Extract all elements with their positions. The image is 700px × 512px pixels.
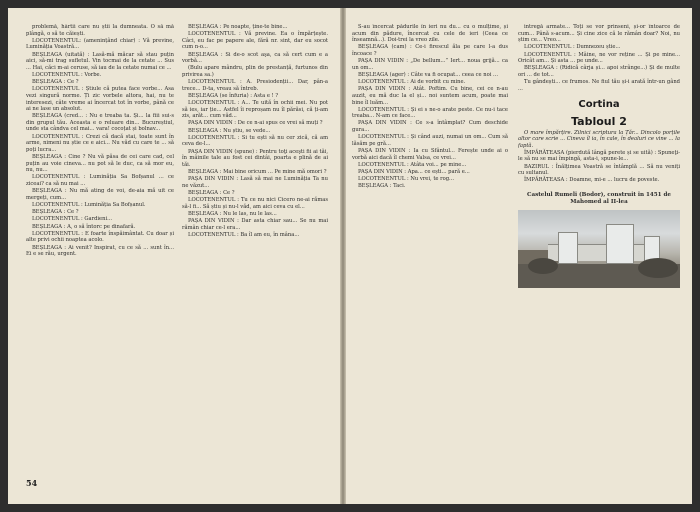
right-page-column-1 xyxy=(352,24,508,484)
stage-direction: O mare împărțire. Zilnici scriptura la Țăr... Dincolo porțile altor care scrie ... Cineva îl ia, în cale, în dealuri ce vine ... la faptă. xyxy=(518,129,680,149)
dialogue-paragraph: BEȘLEAGA : Pe noapte, ține-te bine... xyxy=(188,24,288,30)
dialogue-paragraph: Tu gândești... ce frumos. Ne fiul tău și-i arată într-un gând ... xyxy=(518,79,680,92)
dialogue-paragraph: LOCOTENENTUL : Atâta voi... pe mine... xyxy=(358,161,467,168)
dialogue-paragraph: LOCOTENENTUL : Nu vrei, te rog... xyxy=(358,176,454,183)
dialogue-paragraph: BEȘLEAGA (se înfuria) : Asta e ! ? xyxy=(188,92,279,99)
dialogue-paragraph: LOCOTENENTUL : Dumnezeu știe... xyxy=(524,44,621,51)
dialogue-paragraph: BEȘLEAGA : Ce ? xyxy=(188,189,235,196)
dialogue-paragraph: BEȘLEAGA : Ai venit? Inspirat, cu ce să ... sunt în... Ei e se rău, urgent. xyxy=(26,244,174,258)
dialogue-paragraph: LOCOTENENTUL : Crezi că dacă stai, toate sunt în arme, nimeni nu știe ce e aici... Nu văd cu care te ... să poți lucra... xyxy=(26,133,174,153)
scene-heading: Tabloul 2 xyxy=(571,114,627,128)
dialogue-paragraph: BEȘLEAGA (ager) : Câte va fi ocupat... ceea ce noi ... xyxy=(358,71,498,78)
dialogue-paragraph: PAȘA DIN VIDIN : Apa... ce ești... pară e... xyxy=(358,169,470,175)
right-page xyxy=(346,8,692,504)
dialogue-paragraph: LOCOTENENTUL : Și ei s ne-o arate peste. Ce nu-i tace treaba... N-am ce face... xyxy=(352,106,508,120)
dialogue-paragraph: LOCOTENENTUL : A. Presiodenții... Dar, pân-a trece... D-ta, vreau să întreb. xyxy=(182,79,328,92)
dialogue-paragraph: LOCOTENENTUL : Ai de vorbit cu mine. xyxy=(358,79,466,86)
dialogue-paragraph: PAȘA DIN VIDIN : Dar asta chiar sau... Se nu mai rămân chiar ce-l era... xyxy=(182,218,328,231)
dialogue-paragraph: BEȘLEAGA (cam) : Ce-i firescul ăla pe care l-a dus încoace ? xyxy=(352,44,508,57)
dialogue-paragraph: BEȘLEAGA : (Ridică cârja și... apoi strânge...) Și de multe ori ... de tot... xyxy=(518,65,680,78)
dialogue-paragraph: BAZIRUL : Înălțimea Voastră se întâmplă ... Să nu veniți cu sultanul. xyxy=(518,163,680,177)
dialogue-paragraph: BEȘLEAGA : Nu știu, se vede... xyxy=(188,127,271,134)
dialogue-paragraph: BEȘLEAGA : Mai bine oricum ... Pe mine mă omori ? xyxy=(188,169,327,175)
dialogue-paragraph: ÎMPĂRĂTEASA (pierdută lângă perete și se uită) : Spuneţi-le să nu se mai împingă, asta-i, spune-le... xyxy=(518,149,680,163)
dialogue-paragraph: LOCOTENENTUL : Ba îl am eu, în mâna... xyxy=(188,231,300,238)
dialogue-paragraph: intregă armate... Toți se vor prinseni, și-or întoarce de cum... Până s-acum... Și cine zice că le rămân doar? Noi, nu știm ce... Vreo... xyxy=(518,24,680,44)
dialogue-paragraph: BEȘLEAGA : Nu le las, nu le las... xyxy=(188,210,277,217)
dialogue-paragraph: LOCOTENENTUL : E foarte înspăimântat. Cu doar și alte privi ochii noaptea acolo. xyxy=(26,230,174,244)
dialogue-paragraph: BEȘLEAGA : Ce ? xyxy=(32,209,79,216)
dialogue-paragraph: LOCOTENENTUL : Luminăția Sa Bofșanul. xyxy=(32,201,146,208)
dialogue-paragraph: PAȘA DIN VIDIN (spune) : Pentru toţi aceşti fii ai tăi, în mâinile tale au fost cei dintâi, poarta e plină de ai tăi. xyxy=(182,148,328,168)
castle-photo xyxy=(518,210,680,288)
dialogue-paragraph: PAȘA DIN VIDIN : Ia cu Sfântul... Ferește unde ai o vorbă aici dacă îl chemi Valsa, ce vrei... xyxy=(352,148,508,161)
right-page-column-2 xyxy=(518,24,680,484)
dialogue-paragraph: ÎMPĂRĂTEASA : Doamne, mi-e ... lucru de poveste. xyxy=(524,177,660,184)
dialogue-paragraph: BEȘLEAGA : Ce ? xyxy=(32,79,79,86)
dialogue-paragraph: PAȘA DIN VIDIN : Ce s-a întâmplat? Cum deschide gura... xyxy=(352,120,508,134)
dialogue-paragraph: BEȘLEAGA : Si de-o scot aşa, ca să cert cum e a vorbă... xyxy=(182,51,328,65)
left-page-column-1 xyxy=(26,24,174,484)
dialogue-paragraph: (Bulu apare mândru, plin de prestanță, furtunos din privirea sa.) xyxy=(182,65,328,78)
dialogue-paragraph: LOCOTENENTUL : Vă previne. Ea o împărțește. Câci, eu fac pe papere ale, fără nr. sint, dar eu socot cum n-o... xyxy=(182,31,328,51)
dialogue-paragraph: LOCOTENENTUL : A... Te uită în ochii mei. Nu pot să ies, iar ție... Astfel îi reproșam nu îl părăsi, că ți-am zis, arăt... cum văd... xyxy=(182,100,328,120)
dialogue-paragraph: LOCOTENENTUL : Luminăția Sa Bofșanul ... ce ziceai? ca să nu mai ... xyxy=(26,174,174,187)
dialogue-paragraph: LOCOTENENTUL: (amenințând chiar) : Vă previne, Luminăția Voastră... xyxy=(26,37,174,51)
dialogue-paragraph: BEȘLEAGA (cred... : Nu e treaba ta. Și... la fiii sui-s din grupul tău. Aceasta e o reluare din... Bucureștiul, unde sta cândva cel mai... vara! cocoțat și bolnav... xyxy=(26,113,174,133)
left-page xyxy=(8,8,340,504)
dialogue-paragraph: PAȘA DIN VIDIN : „De bellum...” Iert... noua grijă... ca un om... xyxy=(352,58,508,71)
dialogue-paragraph: BEȘLEAGA : Cine ? Nu vă păsa de cei care cad, cel puțin au voie cineva... nu pot să le duc, ca să mor eu, nu, nu... xyxy=(26,154,174,174)
dialogue-paragraph: LOCOTENENTUL : Și când auzi, numai un om... Cum să lăsăm pe gră... xyxy=(352,134,508,147)
curtain-heading: Cortina xyxy=(578,99,620,111)
page-number: 54 xyxy=(26,478,38,488)
left-page-column-2 xyxy=(182,24,328,484)
dialogue-paragraph: LOCOTENENTUL : Mâine, ne vor reține ... Și pe mine... Oricât am... Și asta ... pe unde... xyxy=(518,51,680,65)
dialogue-paragraph: BEȘLEAGA : Nu mă ating de voi, de-aia mă uit ce mergeți, cum... xyxy=(26,188,174,201)
dialogue-paragraph: S-au încercat pădurile în ieri nu du... cu o mulțime, și acum din pădure, încercat cu cele de ieri (Ceea ce înseamnă...). Doi-trei la vreo zile. xyxy=(352,24,508,44)
dialogue-paragraph: LOCOTENENTUL : Tu ce nu nici Cicero ne-ai rămas să-l fi... Să știu și nu-l văd, am aici ceva cu el... xyxy=(182,197,328,210)
dialogue-paragraph: LOCOTENENTUL : Gardieni... xyxy=(32,216,113,223)
dialogue-paragraph: BEȘLEAGA : A, o să întorc pe dinafară. xyxy=(32,223,136,230)
dialogue-paragraph: PAȘA DIN VIDIN : Atât. Poftim. Cu bine, cei ce n-au auzit, eu mă duc la el și... noi suntem acum, poate mai bine îl luăm... xyxy=(352,86,508,106)
dialogue-paragraph: problemă, hârtii care nu știi la dumneata. O să mă plângă, o să te căiești. xyxy=(26,24,174,37)
dialogue-paragraph: BEȘLEAGA : Taci. xyxy=(358,183,406,190)
dialogue-paragraph: PAȘA DIN VIDIN : De ce n-ai spus ce vrei să muți ? xyxy=(188,120,323,127)
photo-caption: Castelul Rumeli (Bodor), construit în 1451 de Mahomed al II-lea xyxy=(527,192,671,206)
dialogue-paragraph: LOCOTENENTUL : Știule că putea face vorbe... Asa vezi singură norme. Ți zic vorbele altora, hai, nu te interesezi, câte vreme ai încercat tot în vorbe, până ce ai ne lase un absolut. xyxy=(26,86,174,113)
dialogue-paragraph: LOCOTENENTUL : Si tu ești să nu cer zică, că am ceva de-l... xyxy=(182,134,328,148)
dialogue-paragraph: BEȘLEAGA (uitată) : Lasă-mă măcar să stau puțin aici, să-mi trag sufletul. Vin tocmai de la cetate ... Sus ... Hai, căci m-ai ceruse, să iau de la cetate numai ce ... xyxy=(26,51,174,71)
dialogue-paragraph: PAȘA DIN VIDIN : Lasă să mai ne Luminăția Ta nu ne văzut... xyxy=(182,176,328,189)
dialogue-paragraph: LOCOTENENTUL : Vorbe. xyxy=(32,71,102,78)
